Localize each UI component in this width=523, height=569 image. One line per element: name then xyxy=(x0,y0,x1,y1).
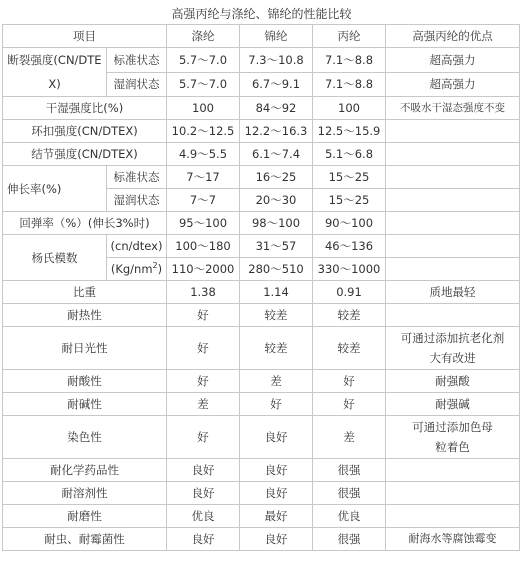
cell xyxy=(386,258,520,281)
table-title: 高强丙纶与涤纶、锦纶的性能比较 xyxy=(171,7,352,21)
cell: 46～136 xyxy=(313,235,386,258)
cell: 7～17 xyxy=(167,166,240,189)
table-row xyxy=(3,459,520,482)
cell: 很强 xyxy=(313,459,386,482)
cell xyxy=(386,189,520,212)
cell: 10.2～12.5 xyxy=(167,120,240,143)
table-row xyxy=(3,393,520,416)
cell xyxy=(386,143,520,166)
cell: 5.7～7.0 xyxy=(167,48,240,73)
row-label: 耐碱性 xyxy=(3,393,167,416)
table-row xyxy=(3,281,520,304)
cell: 15～25 xyxy=(313,166,386,189)
cell: 100 xyxy=(313,97,386,120)
cell: 20～30 xyxy=(240,189,313,212)
comparison-table xyxy=(2,24,520,551)
cell: 16～25 xyxy=(240,166,313,189)
table-row xyxy=(3,370,520,393)
cell: 良好 xyxy=(240,416,313,459)
cell: 好 xyxy=(313,393,386,416)
cell xyxy=(386,304,520,327)
cell: 差 xyxy=(313,416,386,459)
cell: 0.91 xyxy=(313,281,386,304)
cell: 5.7～7.0 xyxy=(167,72,240,97)
header-polypropylene: 丙纶 xyxy=(313,25,386,48)
cell: 110～2000 xyxy=(167,258,240,281)
cell: 330～1000 xyxy=(313,258,386,281)
row-label: 伸长率(%) xyxy=(3,166,107,212)
cell: 5.1～6.8 xyxy=(313,143,386,166)
row-label: 染色性 xyxy=(3,416,167,459)
cell xyxy=(386,235,520,258)
table-row xyxy=(3,528,520,551)
cell: 84～92 xyxy=(240,97,313,120)
cell: 耐海水等腐蚀霉变 xyxy=(386,528,520,551)
cell: 良好 xyxy=(167,459,240,482)
row-label: 耐日光性 xyxy=(3,327,167,370)
cell: 超高强力 xyxy=(386,72,520,97)
row-label: 耐化学药品性 xyxy=(3,459,167,482)
cell: 100～180 xyxy=(167,235,240,258)
row-label: 耐磨性 xyxy=(3,505,167,528)
sub-label xyxy=(107,258,167,281)
cell: 90～100 xyxy=(313,212,386,235)
cell: 280～510 xyxy=(240,258,313,281)
row-label: 干湿强度比(%) xyxy=(3,97,167,120)
cell: 98～100 xyxy=(240,212,313,235)
table-row xyxy=(3,482,520,505)
cell: 7.1～8.8 xyxy=(313,48,386,73)
cell: 优良 xyxy=(167,505,240,528)
cell: 好 xyxy=(167,327,240,370)
cell: 耐强酸 xyxy=(386,370,520,393)
row-label: 耐热性 xyxy=(3,304,167,327)
table-row xyxy=(3,97,520,120)
cell: 6.1～7.4 xyxy=(240,143,313,166)
sub-label-sup: 2 xyxy=(152,261,158,271)
cell: 15～25 xyxy=(313,189,386,212)
sub-label-text: (Kg/nm xyxy=(110,262,153,276)
table-row xyxy=(3,120,520,143)
sub-label: 湿润状态 xyxy=(107,189,167,212)
table-row xyxy=(3,235,520,258)
row-label: 断裂强度(CN/DTEX) xyxy=(3,48,107,97)
table-row xyxy=(3,212,520,235)
cell xyxy=(386,120,520,143)
cell: 差 xyxy=(167,393,240,416)
sub-label-end: ) xyxy=(157,262,163,276)
cell: 好 xyxy=(167,370,240,393)
cell: 12.5～15.9 xyxy=(313,120,386,143)
header-item: 项目 xyxy=(3,25,167,48)
cell: 良好 xyxy=(240,528,313,551)
cell: 良好 xyxy=(167,528,240,551)
cell: 可通过添加色母粒着色 xyxy=(386,416,520,459)
row-label: 结节强度(CN/DTEX) xyxy=(3,143,167,166)
table-row xyxy=(3,304,520,327)
row-label: 耐虫、耐霉菌性 xyxy=(3,528,167,551)
cell: 7.3～10.8 xyxy=(240,48,313,73)
cell: 较差 xyxy=(313,327,386,370)
cell: 优良 xyxy=(313,505,386,528)
cell: 好 xyxy=(167,304,240,327)
cell: 耐强碱 xyxy=(386,393,520,416)
table-header-row xyxy=(3,25,520,48)
header-polyester: 涤纶 xyxy=(167,25,240,48)
cell xyxy=(386,459,520,482)
cell: 较差 xyxy=(240,304,313,327)
cell xyxy=(386,505,520,528)
header-nylon: 锦纶 xyxy=(240,25,313,48)
sub-label: (cn/dtex) xyxy=(107,235,167,258)
row-label: 耐酸性 xyxy=(3,370,167,393)
cell: 差 xyxy=(240,370,313,393)
cell: 好 xyxy=(240,393,313,416)
cell: 6.7～9.1 xyxy=(240,72,313,97)
sub-label: 湿润状态 xyxy=(107,72,167,97)
cell: 质地最轻 xyxy=(386,281,520,304)
cell: 31～57 xyxy=(240,235,313,258)
cell: 7.1～8.8 xyxy=(313,72,386,97)
sub-label: 标准状态 xyxy=(107,166,167,189)
cell: 不吸水干湿态强度不变 xyxy=(386,97,520,120)
cell: 可通过添加抗老化剂大有改进 xyxy=(386,327,520,370)
cell: 良好 xyxy=(240,482,313,505)
row-label: 比重 xyxy=(3,281,167,304)
cell: 7～7 xyxy=(167,189,240,212)
cell: 1.14 xyxy=(240,281,313,304)
cell xyxy=(386,212,520,235)
table-row xyxy=(3,143,520,166)
table-row xyxy=(3,48,520,73)
table-row xyxy=(3,166,520,189)
cell: 好 xyxy=(313,370,386,393)
cell: 最好 xyxy=(240,505,313,528)
sub-label: 标准状态 xyxy=(107,48,167,73)
row-label: 耐溶剂性 xyxy=(3,482,167,505)
cell: 超高强力 xyxy=(386,48,520,73)
cell: 良好 xyxy=(240,459,313,482)
header-advantage: 高强丙纶的优点 xyxy=(386,25,520,48)
cell: 良好 xyxy=(167,482,240,505)
table-row xyxy=(3,505,520,528)
row-label: 环扣强度(CN/DTEX) xyxy=(3,120,167,143)
row-label: 回弹率（%）(伸长3%时) xyxy=(3,212,167,235)
cell: 4.9～5.5 xyxy=(167,143,240,166)
cell: 较差 xyxy=(240,327,313,370)
cell xyxy=(386,482,520,505)
cell: 较差 xyxy=(313,304,386,327)
cell: 100 xyxy=(167,97,240,120)
cell: 95～100 xyxy=(167,212,240,235)
row-label: 杨氏模数 xyxy=(3,235,107,281)
cell: 很强 xyxy=(313,482,386,505)
cell: 很强 xyxy=(313,528,386,551)
cell: 1.38 xyxy=(167,281,240,304)
cell: 好 xyxy=(167,416,240,459)
table-row xyxy=(3,416,520,459)
cell xyxy=(386,166,520,189)
table-row xyxy=(3,327,520,370)
cell: 12.2～16.3 xyxy=(240,120,313,143)
